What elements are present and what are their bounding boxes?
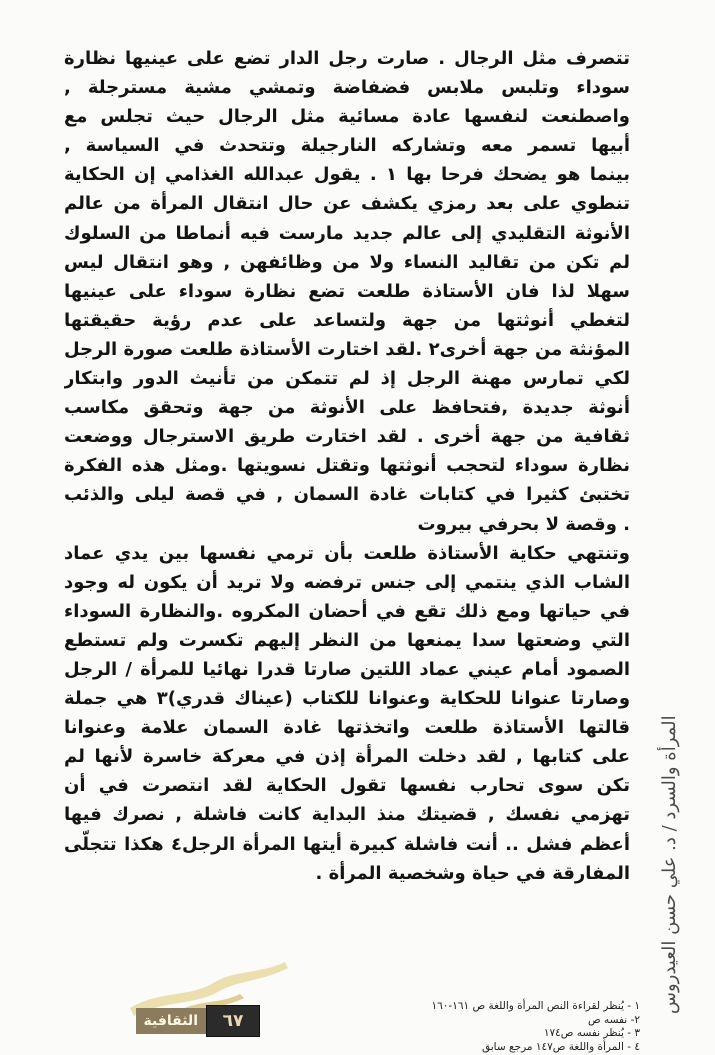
footnote: ٢- نفسه ص <box>587 1013 640 1026</box>
page-badge <box>120 1006 260 1036</box>
body-line: على كتابها , لقد دخلت المرأة إذن في معركة خاسرة لأنها لم <box>64 746 630 768</box>
footnote: ٣ - يُنظر نفسه ص١٧٤ <box>543 1027 640 1039</box>
body-line: وتنتهي حكاية الأستاذة طلعت بأن ترمي نفسها بين يدي عماد <box>64 542 630 564</box>
body-line: أنوثة جديدة ,فتحافظ على الأنوثة من جهة وتحقق مكاسب <box>64 397 630 419</box>
body-line: وصارتا عنوانا للحكاية وعنوانا للكتاب (عيناك قدري)٣ هي جملة <box>64 688 630 710</box>
running-title: المرأة والسرد / د. علي حسن العيدروس <box>659 715 680 1015</box>
body-line: نظارة سوداء لتحجب أنوثتها وتقتل نسويتها .ومثل هذه الفكرة <box>64 455 630 477</box>
body-line: تنطوي على بعد رمزي يكشف عن حال انتقال المرأة من عالم <box>64 193 630 215</box>
body-line: . وقصة لا بحرفي بيروت <box>417 513 630 535</box>
body-line: الشاب الذي ينتمي إلى جنس ترفضه ولا تريد أن يكون له وجود <box>64 571 630 593</box>
body-line: أبيها تسمر معه وتشاركه النارجيلة وتتحدث في السياسة , <box>64 135 630 157</box>
body-line: في حياتها ومع ذلك تقع في أحضان المكروه .والنظارة السوداء <box>64 600 630 622</box>
body-line: التي وضعتها سدا يمنعها من النظر إليهم تكسرت ولم تستطع <box>64 629 630 651</box>
body-line: سهلا لذا فان الأستاذة طلعت تضع نظارة سوداء على عينيها <box>64 280 630 302</box>
magazine-name: الثقافية <box>136 1008 206 1034</box>
body-line: تهزمي نفسك , قضيتك منذ البداية كانت فاشلة , نصرك فيها <box>64 804 630 826</box>
body-line: المؤنثة من جهة أخرى٢ .لقد اختارت الأستاذة طلعت صورة الرجل <box>64 338 630 360</box>
body-line: واصطنعت لنفسها عادة مسائية مثل الرجال حيث تجلس مع <box>64 106 630 128</box>
body-line: أعظم فشل .. أنت فاشلة كبيرة أيتها المرأة الرجل٤ هكذا تتجلّى <box>64 833 630 855</box>
footnote: ١ - يُنظر لقراءة النص المرأة واللغة ص ١٦١-١٦٠ <box>431 1000 640 1012</box>
body-line: المفارقة في حياة وشخصية المرأة . <box>315 862 630 884</box>
body-line: الصمود أمام عيني عماد اللتين صارتا قدرا نهائيا للمرأة / الرجل <box>64 658 630 680</box>
article-body <box>64 44 630 888</box>
body-line: تتصرف مثل الرجال . صارت رجل الدار تضع على عينيها نظارة <box>64 48 630 69</box>
body-line: الأنوثة التقليدي إلى عالم جديد مارست فيه أنماطا من السلوك <box>64 222 630 244</box>
body-line: ثقافية من جهة أخرى . لقد اختارت طريق الاسترجال ووضعت <box>64 426 630 448</box>
body-line: تكن سوى تحارب نفسها تقول الحكاية لقد انتصرت في أن <box>64 775 630 797</box>
body-line: لكي تمارس مهنة الرجل إذ لم تتمكن من تأنيث الدور وابتكار <box>64 368 630 390</box>
body-line: قالتها الأستاذة طلعت واتخذتها غادة السمان علامة وعنوانا <box>64 717 630 739</box>
footnotes <box>370 1000 640 1054</box>
body-line: سوداء وتلبس ملابس فضفاضة وتمشي مشية مسترجلة , <box>64 77 630 99</box>
body-line: لم تكن من تقاليد النساء ولا من وظائفهن , وهو انتقال ليس <box>64 251 630 273</box>
body-line: بينما هو يضحك فرحا بها ١ . يقول عبدالله الغذامي إن الحكاية <box>64 164 630 186</box>
page-number: ٦٧ <box>206 1005 260 1037</box>
footnote: ٤ - المرأة واللغة ص١٤٧ مرجع سابق <box>481 1040 640 1053</box>
body-line: لتغطي أنوثتها من جهة ولتساعد على عدم رؤية حقيقتها <box>64 309 630 331</box>
body-line: تختبئ كثيرا في كتابات غادة السمان , في قصة ليلى والذئب <box>64 484 630 506</box>
